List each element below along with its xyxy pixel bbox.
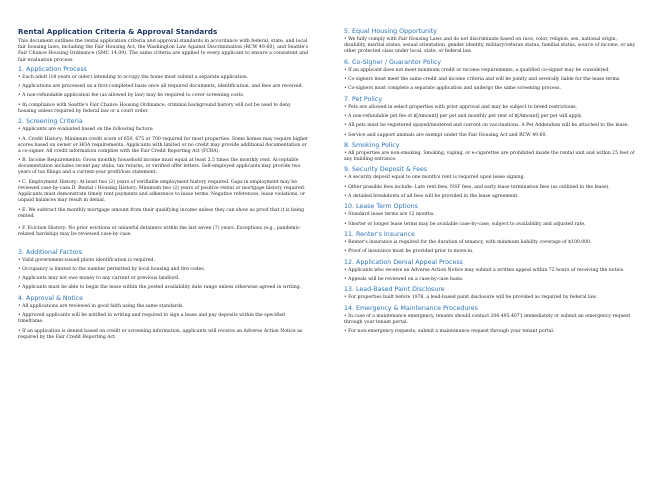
section-item: • All properties are non-smoking. Smoking, vaping, or e-cigarettes are prohibited inside the rental unit and within 25 feet of any building entrance.	[344, 150, 635, 163]
section-item: • In compliance with Seattle's Fair Chance Housing Ordinance, criminal background history will not be used to deny housing unless required by federal law or a court order.	[18, 102, 291, 114]
intro-paragraph: This document outlines the rental application criteria and approval standards in accordance with federal, state, and local fair housing laws, including the Fair Housing Act, the Washington Law Against Discrimination (RCW 49.60), and Seattle's Fair Chance Housing Ordinance (SMC 14.09). The same criteria are applied to every applicant to ensure a consistent and fair evaluation process.	[18, 39, 309, 63]
section-item: • Occupancy is limited to the number permitted by local housing and fire codes.	[18, 266, 206, 272]
section-heading: 5. Equal Housing Opportunity	[344, 28, 437, 35]
section-item: • Shorter or longer lease terms may be available case-by-case, subject to availability and adjusted rate.	[344, 221, 586, 227]
section-item: • Appeals will be reviewed on a case-by-case basis.	[344, 277, 464, 282]
left-sections	[18, 66, 310, 341]
section-heading: 7. Pet Policy	[344, 95, 383, 103]
section-item: • Co-signers must meet the same credit and income criteria and will be jointly and severally liable for the lease terms.	[344, 76, 621, 82]
section-item: • E. We subtract the monthly mortgage amount from their qualifying income unless they can show us proof that it is being rented.	[18, 207, 305, 219]
section-item: • If an applicant does not meet minimum credit or income requirements, a qualified co-signer may be considered.	[344, 67, 610, 73]
section-item: • If an application is denied based on credit or screening information, applicants will receive an Adverse Action Notice as required by the Fair Credit Reporting Act.	[18, 328, 303, 340]
section	[18, 295, 310, 341]
section	[344, 59, 638, 93]
section-heading: 11. Renter's Insurance	[344, 231, 415, 239]
section-item: • B. Income Requirements: Gross monthly household income must equal at least 2.5 times the monthly rent. Acceptable documentation includes recent pay stubs, tax returns, or verified offer letters. Self-employed applicants may provide two years of tax filings and a current-year profit/loss statement.	[18, 158, 301, 176]
section-item: • Applications are processed on a first-completed basis once all required documents, identification, and fees are received.	[18, 84, 304, 90]
section-item: • Other possible fees include: Late rent fees, NSF fees, and early lease termination fees (as outlined in the lease).	[344, 184, 610, 190]
section-item: • We fully comply with Fair Housing Laws and do not discriminate based on race, color, religion, sex, national origin, disability, marital status, sexual orientation, gender identity, military/veteran status, familial status, source of income, or any other protected class under local, state, or federal law.	[344, 37, 636, 55]
section-heading: 4. Approval & Notice	[18, 294, 83, 302]
section-item: • A security deposit equal to one month's rent is required upon lease signing.	[344, 175, 526, 181]
section	[18, 249, 310, 292]
section-heading: 3. Additional Factors	[18, 248, 83, 256]
section-item: • Applicants must be able to begin the lease within the posted availability date range unless otherwise agreed in writing.	[18, 285, 302, 291]
section-item: • Pets are allowed in select properties with prior approval and may be subject to breed restrictions.	[344, 104, 578, 110]
section	[344, 305, 638, 336]
section-item: • Applicants who receive an Adverse Action Notice may submit a written appeal within 72 hours of receiving the notice.	[344, 267, 625, 273]
section-heading: 9. Security Deposit & Fees	[344, 166, 428, 174]
section-item: • Co-signers must complete a separate application and undergo the same screening process.	[344, 86, 561, 92]
section-heading: 1. Application Process	[18, 65, 88, 73]
section	[344, 259, 638, 283]
section-item: • For non-emergency requests, submit a maintenance request through your tenant portal.	[344, 329, 555, 335]
section-item: • Service and support animals are exempt under the Fair Housing Act and RCW 49.60.	[344, 132, 547, 138]
section-item: • All pets must be registered spayed/neutered and current on vaccinations. A Pet Addendum will be attached to the lease.	[344, 123, 629, 129]
section-heading: 8. Smoking Policy	[344, 141, 400, 149]
section-item: • Approved applicants will be notified in writing and required to sign a lease and pay deposits within the specified timeframe.	[18, 313, 286, 325]
section-heading: 12. Application Denial Appeal Process	[344, 258, 463, 266]
section-item: • Applicants may not owe money to any current or previous landlord.	[18, 276, 180, 282]
section	[344, 28, 638, 55]
section-item: • Renter's insurance is required for the duration of tenancy, with minimum liability coverage of $100,000.	[344, 240, 592, 246]
spacer	[18, 242, 310, 248]
section	[344, 166, 638, 200]
section-item: • Valid government-issued photo identification is required.	[18, 257, 155, 263]
section-item: • In case of a maintenance emergency, tenants should contact 206.495.4071 immediately or submit an emergency request through your tenant portal.	[344, 313, 631, 325]
section-item: • Applicants are evaluated based on the following factors:	[18, 127, 154, 133]
section-item: • All applications are reviewed in good faith using the same standards.	[18, 303, 184, 309]
section-heading: 6. Co-Signer / Guarantor Policy	[344, 58, 442, 66]
section-item: • For properties built before 1978, a lead-based paint disclosure will be provided as required by federal law.	[344, 295, 597, 301]
section-heading: 2. Screening Criteria	[18, 118, 83, 126]
section-item: • A non-refundable application fee (as allowed by law) may be required to cover screening costs.	[18, 93, 245, 99]
section	[344, 203, 638, 227]
section-item: • F. Eviction History: No prior evictions or unlawful detainers within the last seven (7) years. Exceptions (e.g., pandemic-related hardship) may be reviewed case-by-case.	[18, 226, 302, 238]
section	[344, 231, 638, 255]
right-column	[344, 27, 638, 338]
left-column	[18, 27, 310, 344]
document-title: Rental Application Criteria & Approval Standards	[18, 27, 218, 36]
section-heading: 10. Lease Term Options	[344, 203, 418, 211]
section	[344, 96, 638, 139]
section-item: • A. Credit History: Minimum credit score of 650, 675 or 700 required for most properties. Some homes may require higher scores based on owner or HOA requirements. Applicants with limited or no credit may provide additional documentation or a co-signer. All credit information complies with the Fair Credit Reporting Act (FCRA).	[18, 136, 308, 154]
section-item: • C. Employment History: At least two (2) years of verifiable employment history required. Gaps in employment may be reviewed case-by-case.D. Rental / Housing History: Minimum two (2) years of positive rental or mortgage history required. Applicants must demonstrate timely rent payments and adherence to lease terms. Negative references, lease violations, or unpaid balances may result in denial.	[18, 179, 306, 204]
section-item: • A detailed breakdown of all fees will be provided in the lease agreement.	[344, 194, 519, 200]
section-heading: 13. Lead-Based Paint Disclosure	[344, 286, 445, 294]
section-heading: 14. Emergency & Maintenance Procedures	[344, 304, 478, 312]
section	[344, 142, 638, 163]
right-sections	[344, 28, 638, 335]
section-item: • A non-refundable pet fee of $[Amount] per pet and monthly pet rent of $[Amount] per pet will apply.	[344, 113, 583, 119]
section-item: • Each adult (18 years or older) intending to occupy the home must submit a separate application.	[18, 74, 249, 80]
section-item: • Standard lease terms are 12 months.	[344, 212, 435, 218]
section	[18, 118, 310, 247]
section	[18, 66, 310, 115]
section-item: • Proof of insurance must be provided prior to move-in.	[344, 249, 474, 255]
section	[344, 286, 638, 301]
